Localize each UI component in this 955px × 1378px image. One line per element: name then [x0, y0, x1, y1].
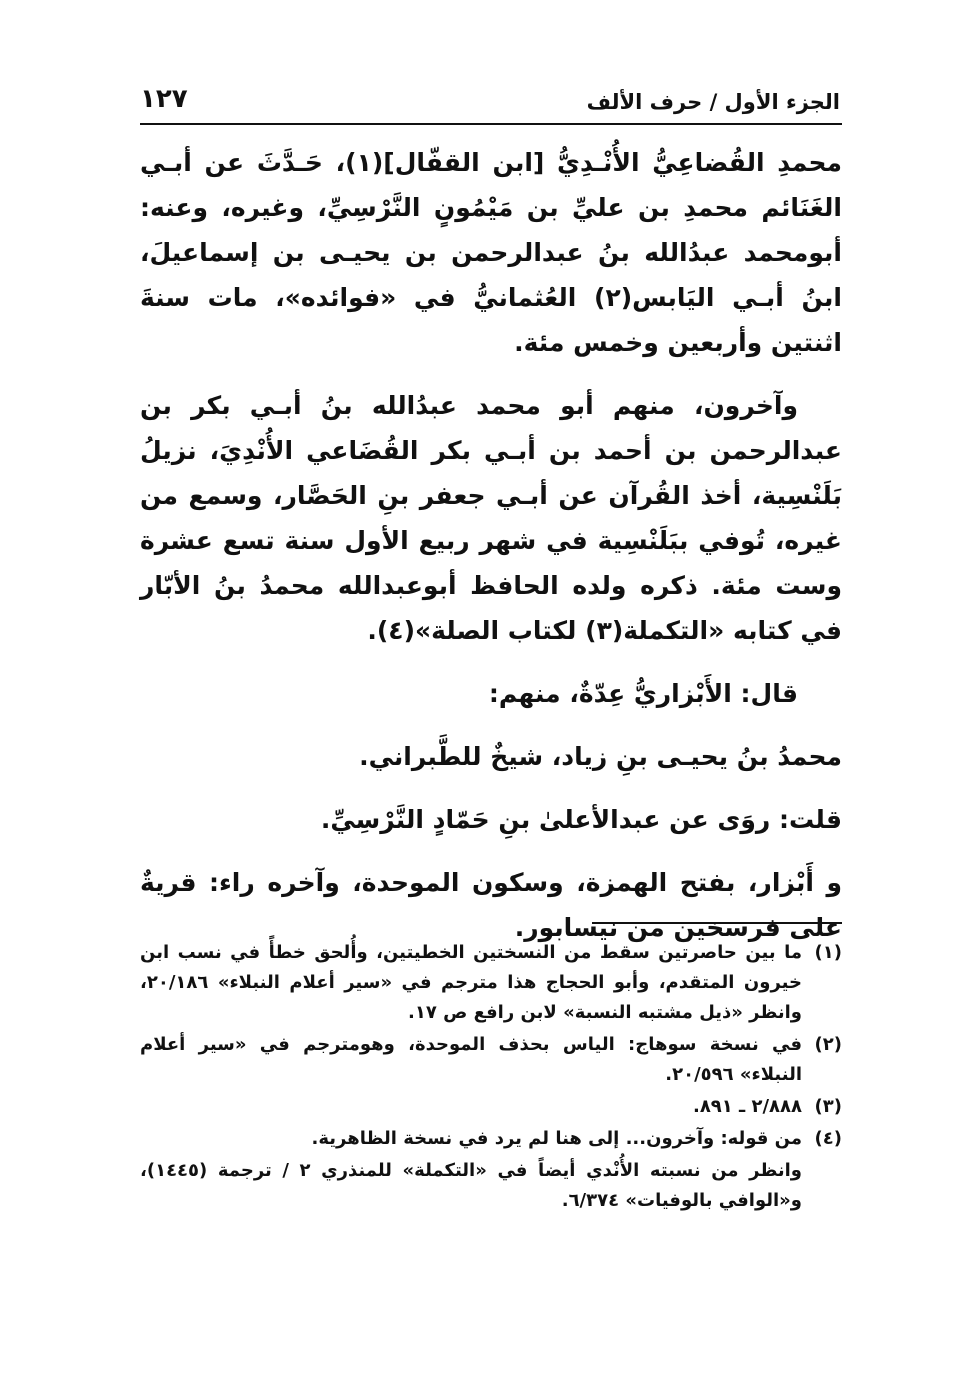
header-title: الجزء الأول / حرف الألف — [586, 90, 840, 114]
footnote-text: في نسخة سوهاج: الياس بحذف الموحدة، وهومترجم في «سير أعلام النبلاء» ٢٠/٥٩٦. — [140, 1034, 802, 1085]
footnote-1 — [140, 938, 842, 1028]
footnote-3 — [140, 1092, 842, 1122]
footnote-4-continuation: وانظر من نسبته الأُنْدي أيضاً في «التكملة» للمنذري ٢ / ترجمة (١٤٤٥)، و«الوافي بالوفيات» ٦/٣٧٤. — [140, 1160, 802, 1211]
paragraph-1: محمدِ القُضاعِيُّ الأُنْـدِيُّ [ابن القفّال](١)، حَـدَّثَ عن أبـي الغَنَائم محمدِ بن عليِّ بن مَيْمُونٍ النَّرْسِيِّ، وغيره، وعنه: أبومحمد عبدُالله بنُ عبدالرحمن بن يحيـى بن إسماعيلَ، ابنُ أبـي اليَابس(٢) العُثمانيُّ في «فوائده»، مات سنةَ اثنتين وأربعين وخمس مئة. — [140, 148, 843, 357]
footnotes — [140, 938, 842, 1216]
header-rule — [140, 123, 842, 125]
footnote-rule — [592, 922, 842, 924]
running-header — [140, 78, 840, 114]
paragraph-4: محمدُ بنُ يحيـى بنِ زياد، شيخٌ للطَّبراني. — [359, 742, 842, 771]
footnote-text: من قوله: وآخرون... إلى هنا لم يرد في نسخة الظاهرية. — [311, 1128, 802, 1149]
paragraph-5: قلت: روَى عن عبدالأعلىٰ بنِ حَمّادٍ النَّرْسِيِّ. — [320, 805, 842, 834]
page-number: ١٢٧ — [140, 84, 188, 114]
footnote-number: (٤) — [814, 1128, 842, 1149]
footnote-2 — [140, 1030, 842, 1090]
footnote-4 — [140, 1124, 842, 1154]
footnote-text: ٢/٨٨٨ ـ ٨٩١. — [692, 1096, 802, 1117]
footnote-number: (٢) — [814, 1034, 842, 1055]
footnote-number: (٣) — [814, 1096, 842, 1117]
main-text — [140, 140, 842, 968]
paragraph-3: قال: الأَبْزاريُّ عِدّةٌ، منهم: — [488, 679, 798, 708]
paragraph-6: و أَبْزار، بفتح الهمزة، وسكون الموحدة، وآخره راء: قريةٌ على فرسخين من نيسابور. — [140, 868, 842, 942]
paragraph-2: وآخرون، منهم أبو محمد عبدُالله بنُ أبـي بكر بن عبدالرحمن بن أحمد بن أبـي بكر القُضَاعي الأُنْدِيَ، نزيلُ بَلَنْسِية، أخذ القُرآن عن أبـي جعفر بنِ الحَصَّار، وسمع من غيره، تُوفي ببَلَنْسِية في شهر ربيع الأول سنة تسع عشرة وست مئة. ذكره ولده الحافظ أبوعبدالله محمدُ بنُ الأبّار في كتابه «التكملة(٣) لكتاب الصلة»(٤). — [140, 391, 842, 645]
footnote-text: ما بين حاصرتين سقط من النسختين الخطيتين، وأُلحق خطأً في نسب ابن خيرون المتقدم، وأبو الحجاج هذا مترجم في «سير أعلام النبلاء» ٢٠/١٨٦، وانظر «ذيل مشتبه النسبة» لابن رافع ص ١٧. — [140, 942, 802, 1023]
footnote-number: (١) — [814, 942, 842, 963]
